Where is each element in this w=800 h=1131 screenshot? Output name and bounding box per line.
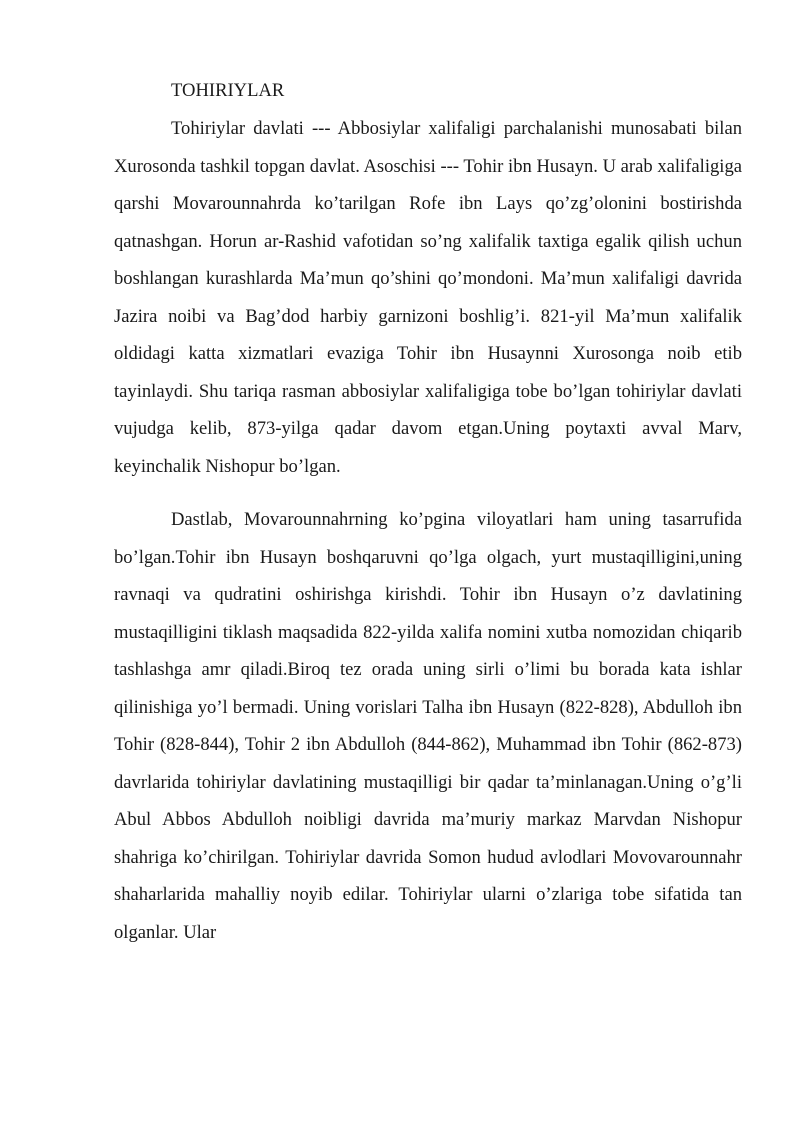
document-body	[114, 72, 742, 951]
paragraph-1: Tohiriylar davlati --- Abbosiylar xalifaligi parchalanishi munosabati bilan Xurosonda tashkil topgan davlat. Asoschisi --- Tohir ibn Husayn. U arab xalifaligiga qarshi Movarounnahrda ko’tarilgan Rofe ibn Lays qo’zg’olonini bostirishda qatnashgan. Horun ar-Rashid vafotidan so’ng xalifalik taxtiga egalik qilish uchun boshlangan kurashlarda Ma’mun qo’shini qo’mondoni. Ma’mun xalifaligi davrida Jazira noibi va Bag’dod harbiy garnizoni boshlig’i. 821-yil Ma’mun xalifalik oldidagi katta xizmatlari evaziga Tohir ibn Husaynni Xurosonga noib etib tayinlaydi. Shu tariqa rasman abbosiylar xalifaligiga tobe bo’lgan tohiriylar davlati vujudga kelib, 873-yilga qadar davom etgan.Uning poytaxti avval Marv, keyinchalik Nishopur bo’lgan.	[114, 118, 742, 477]
paragraph-2: Dastlab, Movarounnahrning ko’pgina viloyatlari ham uning tasarrufida bo’lgan.Tohir ibn Husayn boshqaruvni qo’lga olgach, yurt mustaqilligini,uning ravnaqi va qudratini oshirishga kirishdi. Tohir ibn Husayn o’z davlatining mustaqilligini tiklash maqsadida 822-yilda xalifa nomini xutba nomozidan chiqarib tashlashga amr qiladi.Biroq tez orada uning sirli o’limi bu borada kata ishlar qilinishiga yo’l bermadi. Uning vorislari Talha ibn Husayn (822-828), Abdulloh ibn Tohir (828-844), Tohir 2 ibn Abdulloh (844-862), Muhammad ibn Tohir (862-873) davrlarida tohiriylar davlatining mustaqilligi bir qadar ta’minlanagan.Uning o’g’li Abul Abbos Abdulloh noibligi davrida ma’muriy markaz Marvdan Nishopur shahriga ko’chirilgan. Tohiriylar davrida Somon hudud avlodlari Movovarounnahr shaharlarida mahalliy noyib edilar. Tohiriylar ularni o’zlariga tobe sifatida tan olganlar. Ular	[114, 509, 742, 943]
document-title: TOHIRIYLAR	[171, 80, 285, 101]
